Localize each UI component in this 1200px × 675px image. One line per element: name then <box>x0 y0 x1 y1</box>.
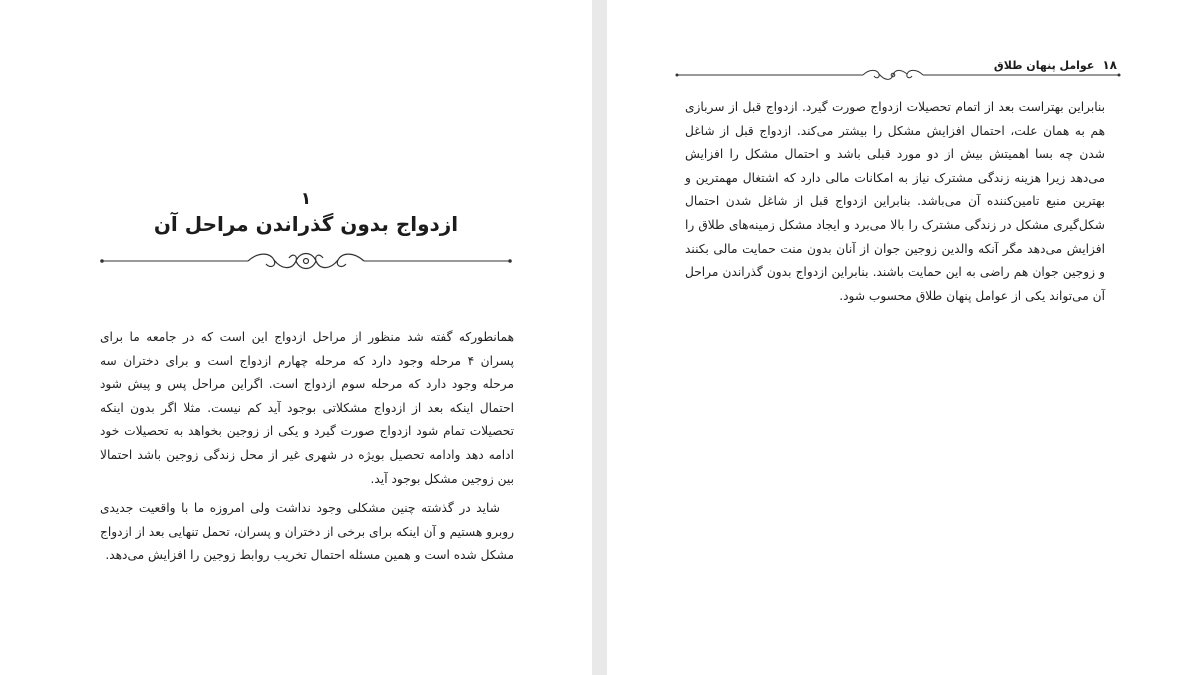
chapter-ornament-divider <box>98 248 514 274</box>
chapter-number: ۱ <box>300 189 312 209</box>
chapter-title: ازدواج بدون گذراندن مراحل آن <box>153 212 459 236</box>
left-page <box>0 0 592 675</box>
chapter-body-text <box>100 326 514 574</box>
paragraph: بنابراین بهتراست بعد از اتمام تحصیلات ازدواج صورت گیرد. ازدواج قبل از سربازی هم به همان علت، احتمال افزایش مشکل را بیشتر می‌کند. ازدواج قبل از شاغل شدن چه بسا اهمیتش بیش از دو مورد قبلی باشد و احتمال مشکل را افزایش می‌دهد زیرا هزینه زندگی مشترک نیاز به امکانات مالی دارد که اشتغال مهمترین و بهترین منبع تامین‌کننده آن می‌باشد. بنابراین ازدواج قبل از شاغل شدن احتمال شکل‌گیری مشکل در زندگی مشترک را بالا می‌برد و ایجاد مشکل زمینه‌های طلاق را افزایش می‌دهد مگر آنکه والدین زوجین جوان از آنان بدون منت حمایت مالی بکنند و زوجین جوان هم راضی به این حمایت باشند. بنابراین ازدواج بدون گذراندن مراحل آن می‌تواند یکی از عوامل پنهان طلاق محسوب شود. <box>685 100 1105 303</box>
header-ornament-divider <box>673 66 1123 84</box>
running-header-title: عوامل پنهان طلاق <box>993 59 1095 72</box>
page-number: ۱۸ <box>1102 58 1117 72</box>
paragraph: شاید در گذشته چنین مشکلی وجود نداشت ولی امروزه ما با واقعیت جدیدی روبرو هستیم و آن اینکه برای برخی از دختران و پسران، تحمل تنهایی بعد از ازدواج مشکل شده است و همین مسئله احتمال تخریب روابط زوجین را افزایش می‌دهد. <box>100 501 514 563</box>
page-body-text <box>685 96 1105 314</box>
right-page <box>607 0 1200 675</box>
paragraph: همانطورکه گفته شد منظور از مراحل ازدواج این است که در جامعه ما برای پسران ۴ مرحله وجود دارد که مرحله چهارم ازدواج است و برای دختران سه مرحله وجود دارد که مرحله سوم ازدواج است. اگراین مراحل پس و پیش شود احتمال اینکه بعد از ازدواج مشکلاتی بوجود آید کم نیست. مثلا اگر بدون اینکه تحصیلات تمام شود ازدواج صورت گیرد و یکی از زوجین بخواهد به تحصیلات خود ادامه دهد وادامه تحصیل بویژه در شهری غیر از محل زندگی زوجین باشد احتمالا بین زوجین مشکل بوجود آید. <box>100 330 514 486</box>
